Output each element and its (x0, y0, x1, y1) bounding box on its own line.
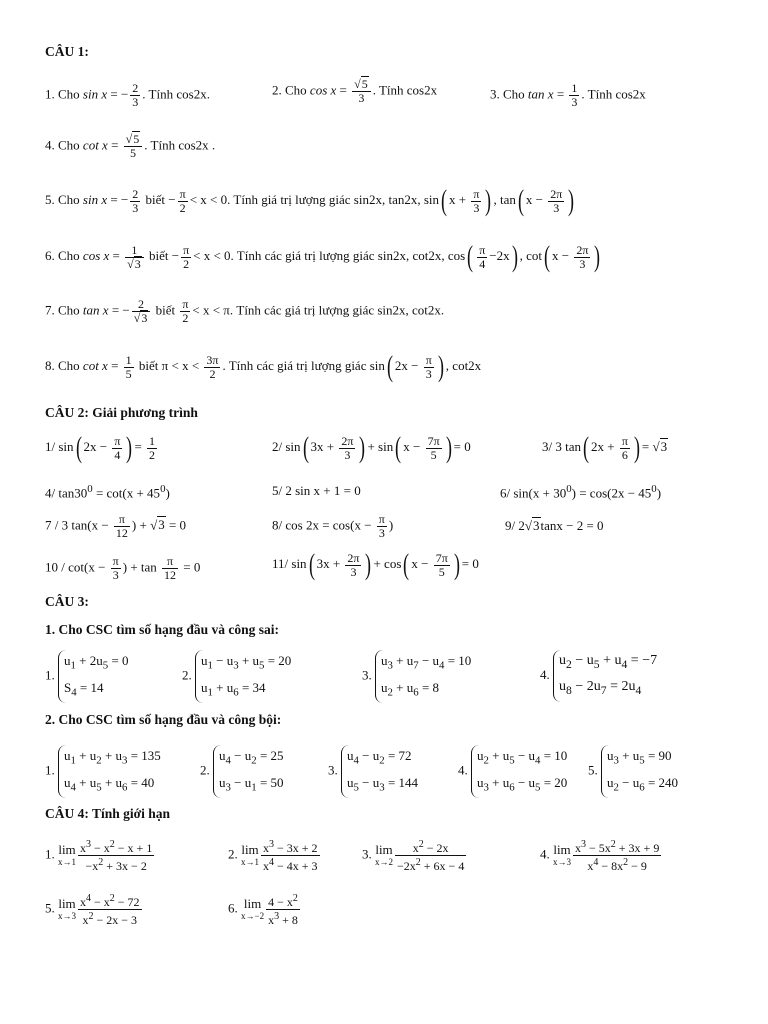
cau-3-part-2-title: 2. Cho CSC tìm số hạng đầu và công bội: (45, 712, 282, 727)
section-cau-4: CÂU 4: Tính giới hạn (45, 806, 171, 821)
section-cau-1: CÂU 1: (45, 44, 89, 59)
problem-1-6: 6. Cho cos x = $\frac{1}{√3}$ biết − $\frac{\pi}{2}$ < x < 0. Tính các giá trị lượng giác sin2x, cot2x, cos( $\frac{\pi}{4}$ −2x) , cot( x − $\frac{2\pi}{3}$ ) (45, 240, 601, 273)
problem-1-3: 3. Cho tan x = $\frac{1}{3}$ . Tính cos2x (490, 81, 646, 109)
system-3-1-3: 3. $u_3 + u_7 - u_4 = 10$ $u_2 + u_6 = 8$ (362, 650, 471, 703)
system-3-1-1: 1. $u_1 + 2u_5 = 0$ $S_4 = 14$ (45, 650, 129, 703)
equation-2-5: 5/ 2 sin x + 1 = 0 (272, 483, 361, 498)
system-3-1-4: 4. $u_2 - u_5 + u_4 = -7$ $u_8 - 2u_7 = 2u_4$ (540, 650, 657, 702)
section-cau-3: CÂU 3: (45, 594, 89, 609)
system-3-2-5: 5. $u_3 + u_5 = 90$ $u_2 - u_6 = 240$ (588, 745, 678, 798)
limit-4-3: 3. lim x→2 $\frac{x^2 - 2x}{-2x^2 + 6x - 4}$ (362, 839, 465, 873)
system-3-2-2: 2. $u_4 - u_2 = 25$ $u_3 - u_1 = 50$ (200, 745, 284, 798)
equation-2-4: 4/ $\tan 30^0 = \cot(x + 45^0)$ (45, 483, 170, 501)
equation-2-6: 6/ $\sin(x + 30^0) = \cos(2x - 45^0)$ (500, 483, 662, 501)
system-3-2-1: 1. $u_1 + u_2 + u_3 = 135$ $u_4 + u_5 + u_6 = 40$ (45, 745, 161, 798)
equation-2-11: 11/ sin( 3x + $\frac{2\pi}{3}$ ) + cos( x − $\frac{7\pi}{5}$ ) = 0 (272, 548, 479, 581)
cau-3-part-1-title: 1. Cho CSC tìm số hạng đầu và công sai: (45, 622, 280, 637)
limit-4-2: 2. lim x→1 $\frac{x^3 - 3x + 2}{x^4 - 4x + 3}$ (228, 839, 318, 873)
equation-2-9: 9/ 2√3tanx − 2 = 0 (505, 518, 604, 533)
system-3-2-4: 4. $u_2 + u_5 - u_4 = 10$ $u_3 + u_6 - u_5 = 20$ (458, 745, 567, 798)
limit-4-4: 4. lim x→3 $\frac{x^3 - 5x^2 + 3x + 9}{x^4 - 8x^2 - 9}$ (540, 839, 660, 873)
equation-2-10: 10 / cot(x − $\frac{\pi}{3}$ ) + tan $\frac{\pi}{12}$ = 0 (45, 554, 201, 582)
equation-2-1: 1/ sin( 2x − $\frac{\pi}{4}$ ) = $\frac{1}{2}$ (45, 431, 156, 464)
limit-4-1: 1. lim x→1 $\frac{x^3 - x^2 - x + 1}{-x^2 + 3x - 2}$ (45, 839, 153, 873)
system-3-2-3: 3. $u_4 - u_2 = 72$ $u_5 - u_3 = 144$ (328, 745, 418, 798)
problem-1-7: 7. Cho tan x = − $\frac{2}{√3}$ biết $\frac{\pi}{2}$ < x < π. Tính các giá trị lượng giác sin2x, cot2x. (45, 297, 445, 325)
equation-2-7: 7 / 3 tan(x − $\frac{\pi}{12}$ ) + √3 = 0 (45, 512, 187, 540)
system-3-1-2: 2. $u_1 - u_3 + u_5 = 20$ $u_1 + u_6 = 34$ (182, 650, 291, 703)
equation-2-3: 3/ 3 tan( 2x + $\frac{\pi}{6}$ ) = √3 (542, 431, 668, 464)
section-cau-2: CÂU 2: Giải phương trình (45, 405, 198, 420)
equation-2-8: 8/ cos 2x = cos(x − $\frac{\pi}{3}$ ) (272, 512, 394, 540)
problem-1-1: 1. Cho sin x = − $\frac{2}{3}$ . Tính cos2x. (45, 81, 210, 109)
limit-4-5: 5. lim x→3 $\frac{x^4 - x^2 - 72}{x^2 - 2x - 3}$ (45, 893, 140, 927)
problem-1-2: 2. Cho cos x = $\frac{√5}{3}$ . Tính cos2x (272, 77, 438, 105)
problem-1-5: 5. Cho sin x = − $\frac{2}{3}$ biết − $\frac{\pi}{2}$ < x < 0. Tính giá trị lượng giác sin2x, tan2x, sin( x + $\frac{\pi}{3}$ ) , tan( x − $\frac{2\pi}{3}$ ) (45, 184, 575, 217)
equation-2-2: 2/ sin( 3x + $\frac{2\pi}{3}$ ) + sin( x − $\frac{7\pi}{5}$ ) = 0 (272, 431, 471, 464)
problem-1-8: 8. Cho cot x = $\frac{1}{5}$ biết π < x < $\frac{3\pi}{2}$ . Tính các giá trị lượng giác sin( 2x − $\frac{\pi}{3}$ ) , cot2x (45, 350, 482, 383)
limit-4-6: 6. lim x→−2 $\frac{4 - x^2}{x^3 + 8}$ (228, 893, 298, 927)
problem-1-4: 4. Cho cot x = $\frac{√5}{5}$ . Tính cos2x . (45, 132, 216, 160)
